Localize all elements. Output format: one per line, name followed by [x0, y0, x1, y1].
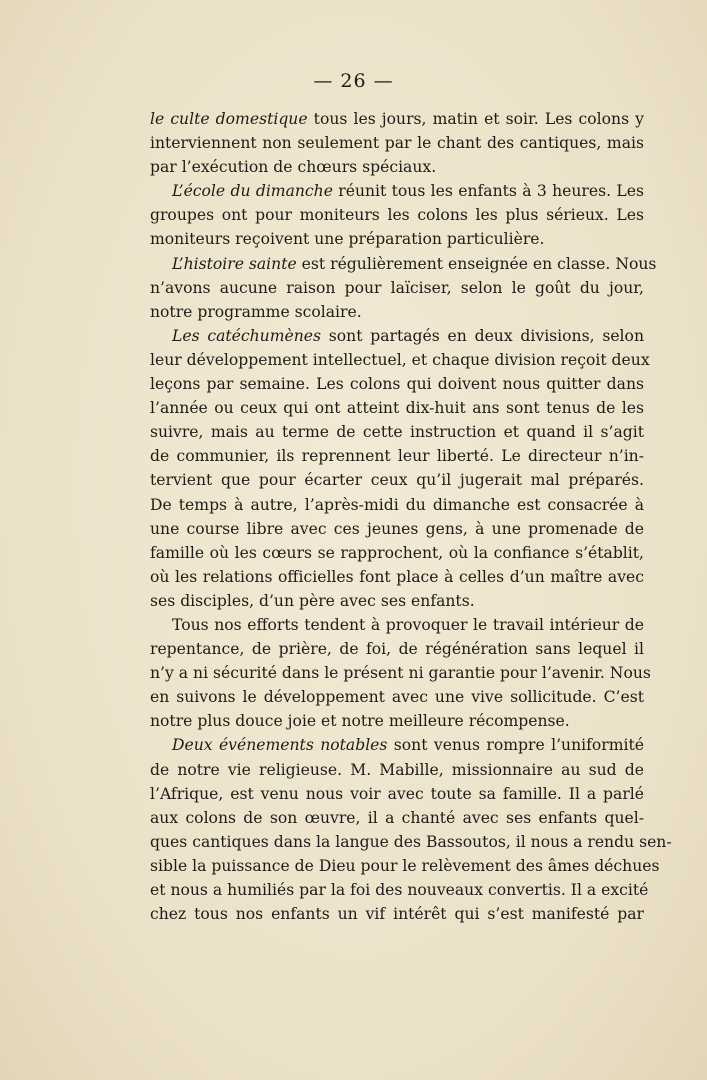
line-text: réunit tous les enfants à 3 heures. Les [332, 182, 644, 201]
text-line [150, 324, 644, 348]
line-text: par l’exécution de chœurs spéciaux. [150, 158, 437, 177]
line-text: ques cantiques dans la langue des Bassoutos, il nous a rendu sen- [150, 832, 672, 851]
text-line [150, 661, 651, 685]
text-line [150, 830, 672, 854]
text-line [150, 758, 644, 782]
line-text: repentance, de prière, de foi, de régénération sans lequel il [150, 640, 644, 659]
text-line [150, 709, 644, 733]
text-line [150, 685, 644, 709]
text-line [150, 806, 644, 830]
text-line [150, 444, 644, 468]
line-text: sont venus rompre l’uniformité [387, 736, 644, 755]
line-text: est régulièrement enseignée en classe. Nous [296, 254, 657, 273]
line-text: notre plus douce joie et notre meilleure récompense. [150, 712, 570, 731]
line-text: leçons par semaine. Les colons qui doivent nous quitter dans [150, 375, 644, 394]
text-line [150, 372, 644, 396]
text-line [150, 252, 657, 276]
line-text: De temps à autre, l’après-midi du dimanche est consacrée à [150, 495, 644, 514]
text-line [150, 348, 650, 372]
line-text: l’année ou ceux qui ont atteint dix-huit ans sont tenus de les [150, 399, 644, 418]
text-line [150, 733, 644, 757]
text-line [150, 493, 644, 517]
line-text: n’avons aucune raison pour laïciser, selon le goût du jour, [150, 278, 644, 297]
text-line [150, 155, 644, 179]
text-line [150, 227, 644, 251]
line-text: et nous a humiliés par la foi des nouveaux convertis. Il a excité [150, 881, 649, 899]
line-text: sible la puissance de Dieu pour le relèvement des âmes déchues [150, 856, 660, 875]
line-text: leur développement intellectuel, et chaque division reçoit deux [150, 350, 650, 369]
text-line [150, 902, 644, 926]
line-text: Tous nos efforts tendent à provoquer le travail intérieur de [172, 615, 644, 634]
text-line [150, 107, 644, 131]
line-text: moniteurs reçoivent une préparation particulière. [150, 230, 545, 249]
text-line [150, 179, 644, 203]
text-line [150, 276, 644, 300]
line-text: ses disciples, d’un père avec ses enfants. [150, 591, 475, 610]
text-line [150, 565, 644, 589]
line-text: tous les jours, matin et soir. Les colons y [307, 110, 644, 128]
text-line [150, 782, 644, 806]
line-text: l’Afrique, est venu nous voir avec toute sa famille. Il a parlé [150, 784, 644, 803]
line-text: tervient que pour écarter ceux qu’il jugerait mal préparés. [150, 471, 644, 490]
body-text [150, 107, 672, 926]
line-text: groupes ont pour moniteurs les colons les plus sérieux. Les [150, 206, 644, 225]
page-number: — 26 — [313, 70, 394, 92]
italic-heading: L’histoire sainte [172, 254, 297, 273]
line-text: une course libre avec ces jeunes gens, à une promenade de [150, 519, 644, 538]
line-text: en suivons le développement avec une vive sollicitude. C’est [150, 688, 644, 707]
text-line [150, 637, 644, 661]
text-line [150, 613, 644, 637]
line-text: de notre vie religieuse. M. Mabille, missionnaire au sud de [150, 760, 644, 779]
line-text: chez tous nos enfants un vif intérêt qui s’est manifesté par [150, 905, 644, 924]
italic-heading: Les catéchumènes [172, 326, 321, 345]
text-line [150, 854, 660, 878]
text-line [150, 878, 649, 902]
line-text: de communier, ils reprennent leur liberté. Le directeur n’in- [150, 447, 644, 466]
line-text: famille où les cœurs se rapprochent, où la confiance s’établit, [150, 543, 644, 562]
text-line [150, 203, 644, 227]
line-text: où les relations officielles font place à celles d’un maître avec [150, 567, 644, 586]
text-line [150, 541, 644, 565]
italic-heading: le culte domestique [150, 110, 308, 128]
line-text: suivre, mais au terme de cette instruction et quand il s’agit [150, 423, 644, 442]
text-line [150, 396, 644, 420]
line-text: n’y a ni sécurité dans le présent ni garantie pour l’avenir. Nous [150, 664, 651, 683]
line-text: interviennent non seulement par le chant des cantiques, mais [150, 134, 644, 153]
text-line [150, 468, 644, 492]
line-text: notre programme scolaire. [150, 302, 362, 321]
italic-heading: Deux événements notables [172, 736, 388, 755]
line-text: sont partagés en deux divisions, selon [321, 326, 644, 345]
line-text: aux colons de son œuvre, il a chanté avec ses enfants quel- [150, 808, 644, 827]
italic-heading: L’école du dimanche [172, 182, 333, 201]
text-line [150, 420, 644, 444]
text-line [150, 300, 644, 324]
text-line [150, 589, 644, 613]
text-line [150, 131, 644, 155]
text-line [150, 517, 644, 541]
